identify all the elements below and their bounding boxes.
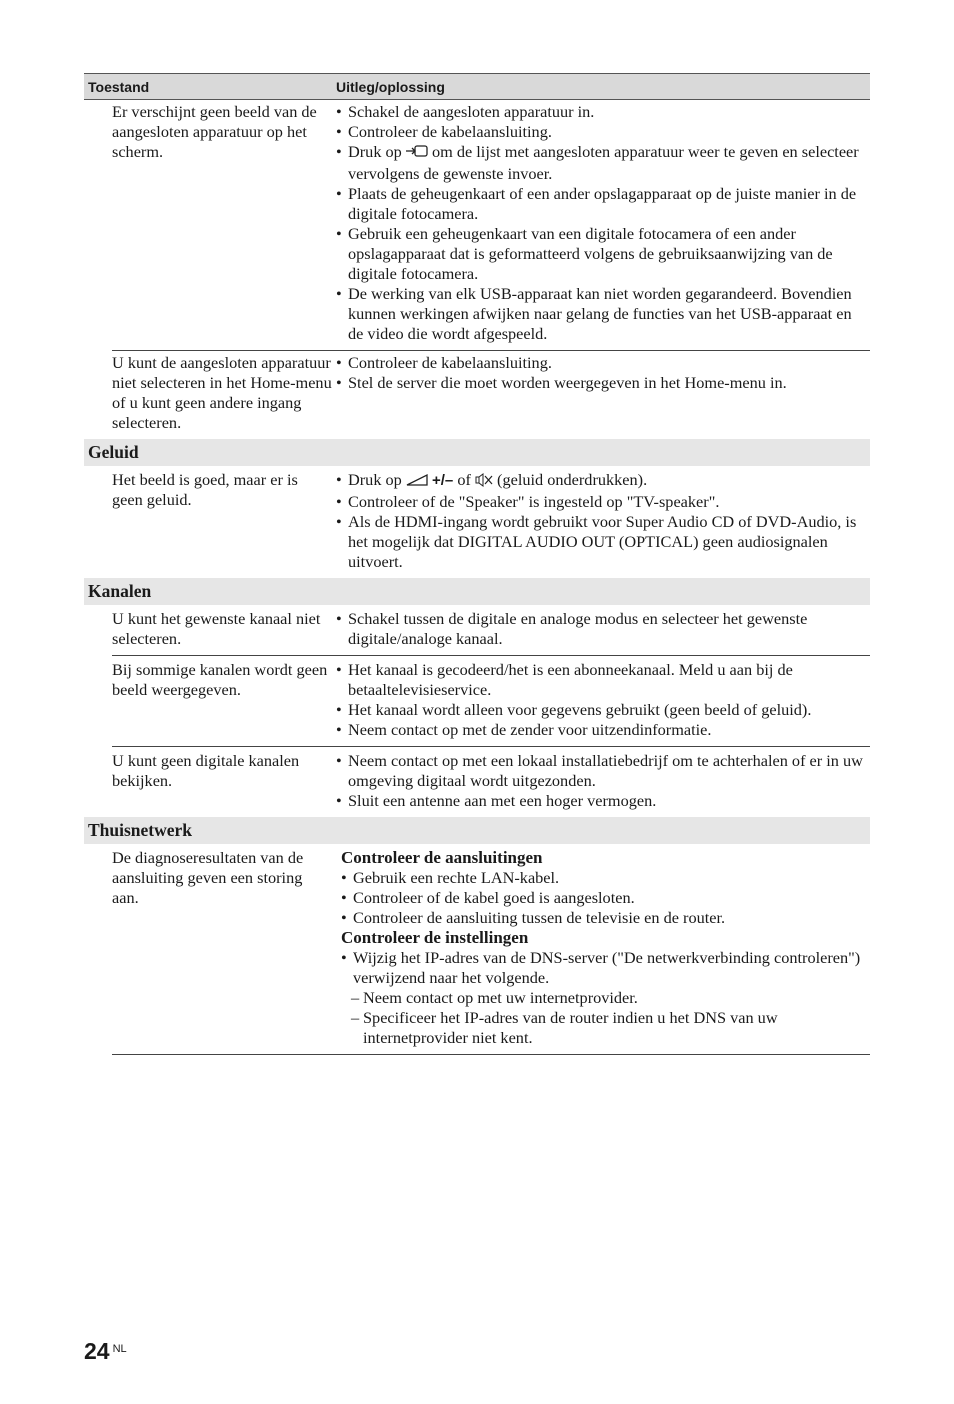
dash-text: Neem contact op met uw internetprovider. <box>363 988 638 1007</box>
table-row <box>112 844 870 1055</box>
volume-icon <box>406 472 428 492</box>
table-row <box>112 100 870 351</box>
list-item: • Als de HDMI-ingang wordt gebruikt voor Super Audio CD of DVD-Audio, is het mogelijk dat DIGITAL AUDIO OUT (OPTICAL) geen audiosignalen uitvoert. <box>336 512 870 572</box>
row-condition: Er verschijnt geen beeld van de aangesloten apparatuur op het scherm. <box>112 102 317 161</box>
section-kanalen: Kanalen <box>84 578 870 605</box>
list-item: • Controleer of de "Speaker" is ingesteld op "TV-speaker". <box>336 492 870 512</box>
druk-post: (geluid onderdrukken). <box>497 470 648 489</box>
table-header <box>84 73 870 100</box>
section-thuisnetwerk: Thuisnetwerk <box>84 817 870 844</box>
list-item: • Controleer de kabelaansluiting. <box>336 122 870 142</box>
subheading-aansluitingen: Controleer de aansluitingen <box>341 848 543 867</box>
page-number-value: 24 <box>84 1338 110 1364</box>
page-language: NL <box>112 1343 127 1355</box>
input-post: om de lijst met aangesloten apparatuur weer te geven en selecteer vervolgens de gewenste invoer. <box>348 142 859 183</box>
header-solution: Uitleg/oplossing <box>336 78 445 95</box>
row-condition: U kunt het gewenste kanaal niet selecteren. <box>112 609 321 648</box>
header-condition: Toestand <box>88 78 150 95</box>
list-item: • Het kanaal is gecodeerd/het is een abonneekanaal. Meld u aan bij de betaaltelevisieservice. <box>336 660 870 700</box>
row-condition: De diagnoseresultaten van de aansluiting geven een storing aan. <box>112 848 304 907</box>
list-item: • Plaats de geheugenkaart of een ander opslagapparaat op de juiste manier in de digitale fotocamera. <box>336 184 870 224</box>
table-row <box>112 605 870 656</box>
input-pre: Druk op <box>348 142 402 161</box>
list-item: • Sluit een antenne aan met een hoger vermogen. <box>336 791 870 811</box>
row-solution <box>336 609 870 649</box>
list-item: • Gebruik een geheugenkaart van een digitale fotocamera of een ander opslagapparaat dat is geformatteerd volgens de gebruiksaanwijzing van de digitale fotocamera. <box>336 224 870 284</box>
row-solution <box>336 470 870 572</box>
section-geluid: Geluid <box>84 439 870 466</box>
row-solution <box>336 353 870 433</box>
list-item: • Neem contact op met een lokaal installatiebedrijf om te achterhalen of er in uw omgeving digitaal wordt uitgezonden. <box>336 751 870 791</box>
table-row <box>112 747 870 817</box>
table-row <box>112 656 870 747</box>
list-item: • Controleer de kabelaansluiting. <box>336 353 870 373</box>
druk-pre: Druk op <box>348 470 402 489</box>
subheading-instellingen: Controleer de instellingen <box>341 928 529 947</box>
troubleshooting-table <box>84 73 870 1055</box>
row-solution <box>336 751 870 811</box>
list-item: • Wijzig het IP-adres van de DNS-server ("De netwerkverbinding controleren") verwijzend naar het volgende. <box>341 948 870 988</box>
plus-minus: +/– <box>431 472 454 489</box>
dash-item: – Specificeer het IP-adres van de router indien u het DNS van uw internetprovider niet kent. <box>351 1008 778 1047</box>
list-item: • Controleer of de kabel goed is aangesloten. <box>341 888 870 908</box>
input-select-icon <box>406 143 428 164</box>
row-condition: U kunt geen digitale kanalen bekijken. <box>112 751 300 790</box>
row-condition: U kunt de aangesloten apparatuur niet selecteren in het Home-menu of u kunt geen andere ingang selecteren. <box>112 353 332 432</box>
list-item <box>336 142 870 184</box>
dash-text: Specificeer het IP-adres van de router indien u het DNS van uw internetprovider niet kent. <box>363 1008 778 1047</box>
row-solution <box>336 660 870 740</box>
list-item: • Gebruik een rechte LAN-kabel. <box>341 868 870 888</box>
row-solution <box>341 848 870 1048</box>
mute-icon <box>475 472 493 492</box>
table-row <box>112 466 870 578</box>
list-item: • De werking van elk USB-apparaat kan niet worden gegarandeerd. Bovendien kunnen werkingen afwijken naar gelang de functies van het USB-apparaat en de video die wordt afgespeeld. <box>336 284 870 344</box>
list-item <box>336 470 870 492</box>
list-item: • Stel de server die moet worden weergegeven in het Home-menu in. <box>336 373 870 393</box>
row-solution <box>336 102 870 344</box>
list-item: • Schakel tussen de digitale en analoge modus en selecteer het gewenste digitale/analoge kanaal. <box>336 609 870 649</box>
list-item: • Het kanaal wordt alleen voor gegevens gebruikt (geen beeld of geluid). <box>336 700 870 720</box>
list-item: • Neem contact op met de zender voor uitzendinformatie. <box>336 720 870 740</box>
of-text: of <box>457 470 471 489</box>
list-item: • Controleer de aansluiting tussen de televisie en de router. <box>341 908 870 928</box>
row-condition: Het beeld is goed, maar er is geen geluid. <box>112 470 298 509</box>
dash-item: – Neem contact op met uw internetprovider. <box>351 988 638 1007</box>
table-row <box>112 351 870 439</box>
list-item: • Schakel de aangesloten apparatuur in. <box>336 102 870 122</box>
page-number <box>84 1338 127 1365</box>
row-condition: Bij sommige kanalen wordt geen beeld weergegeven. <box>112 660 328 699</box>
